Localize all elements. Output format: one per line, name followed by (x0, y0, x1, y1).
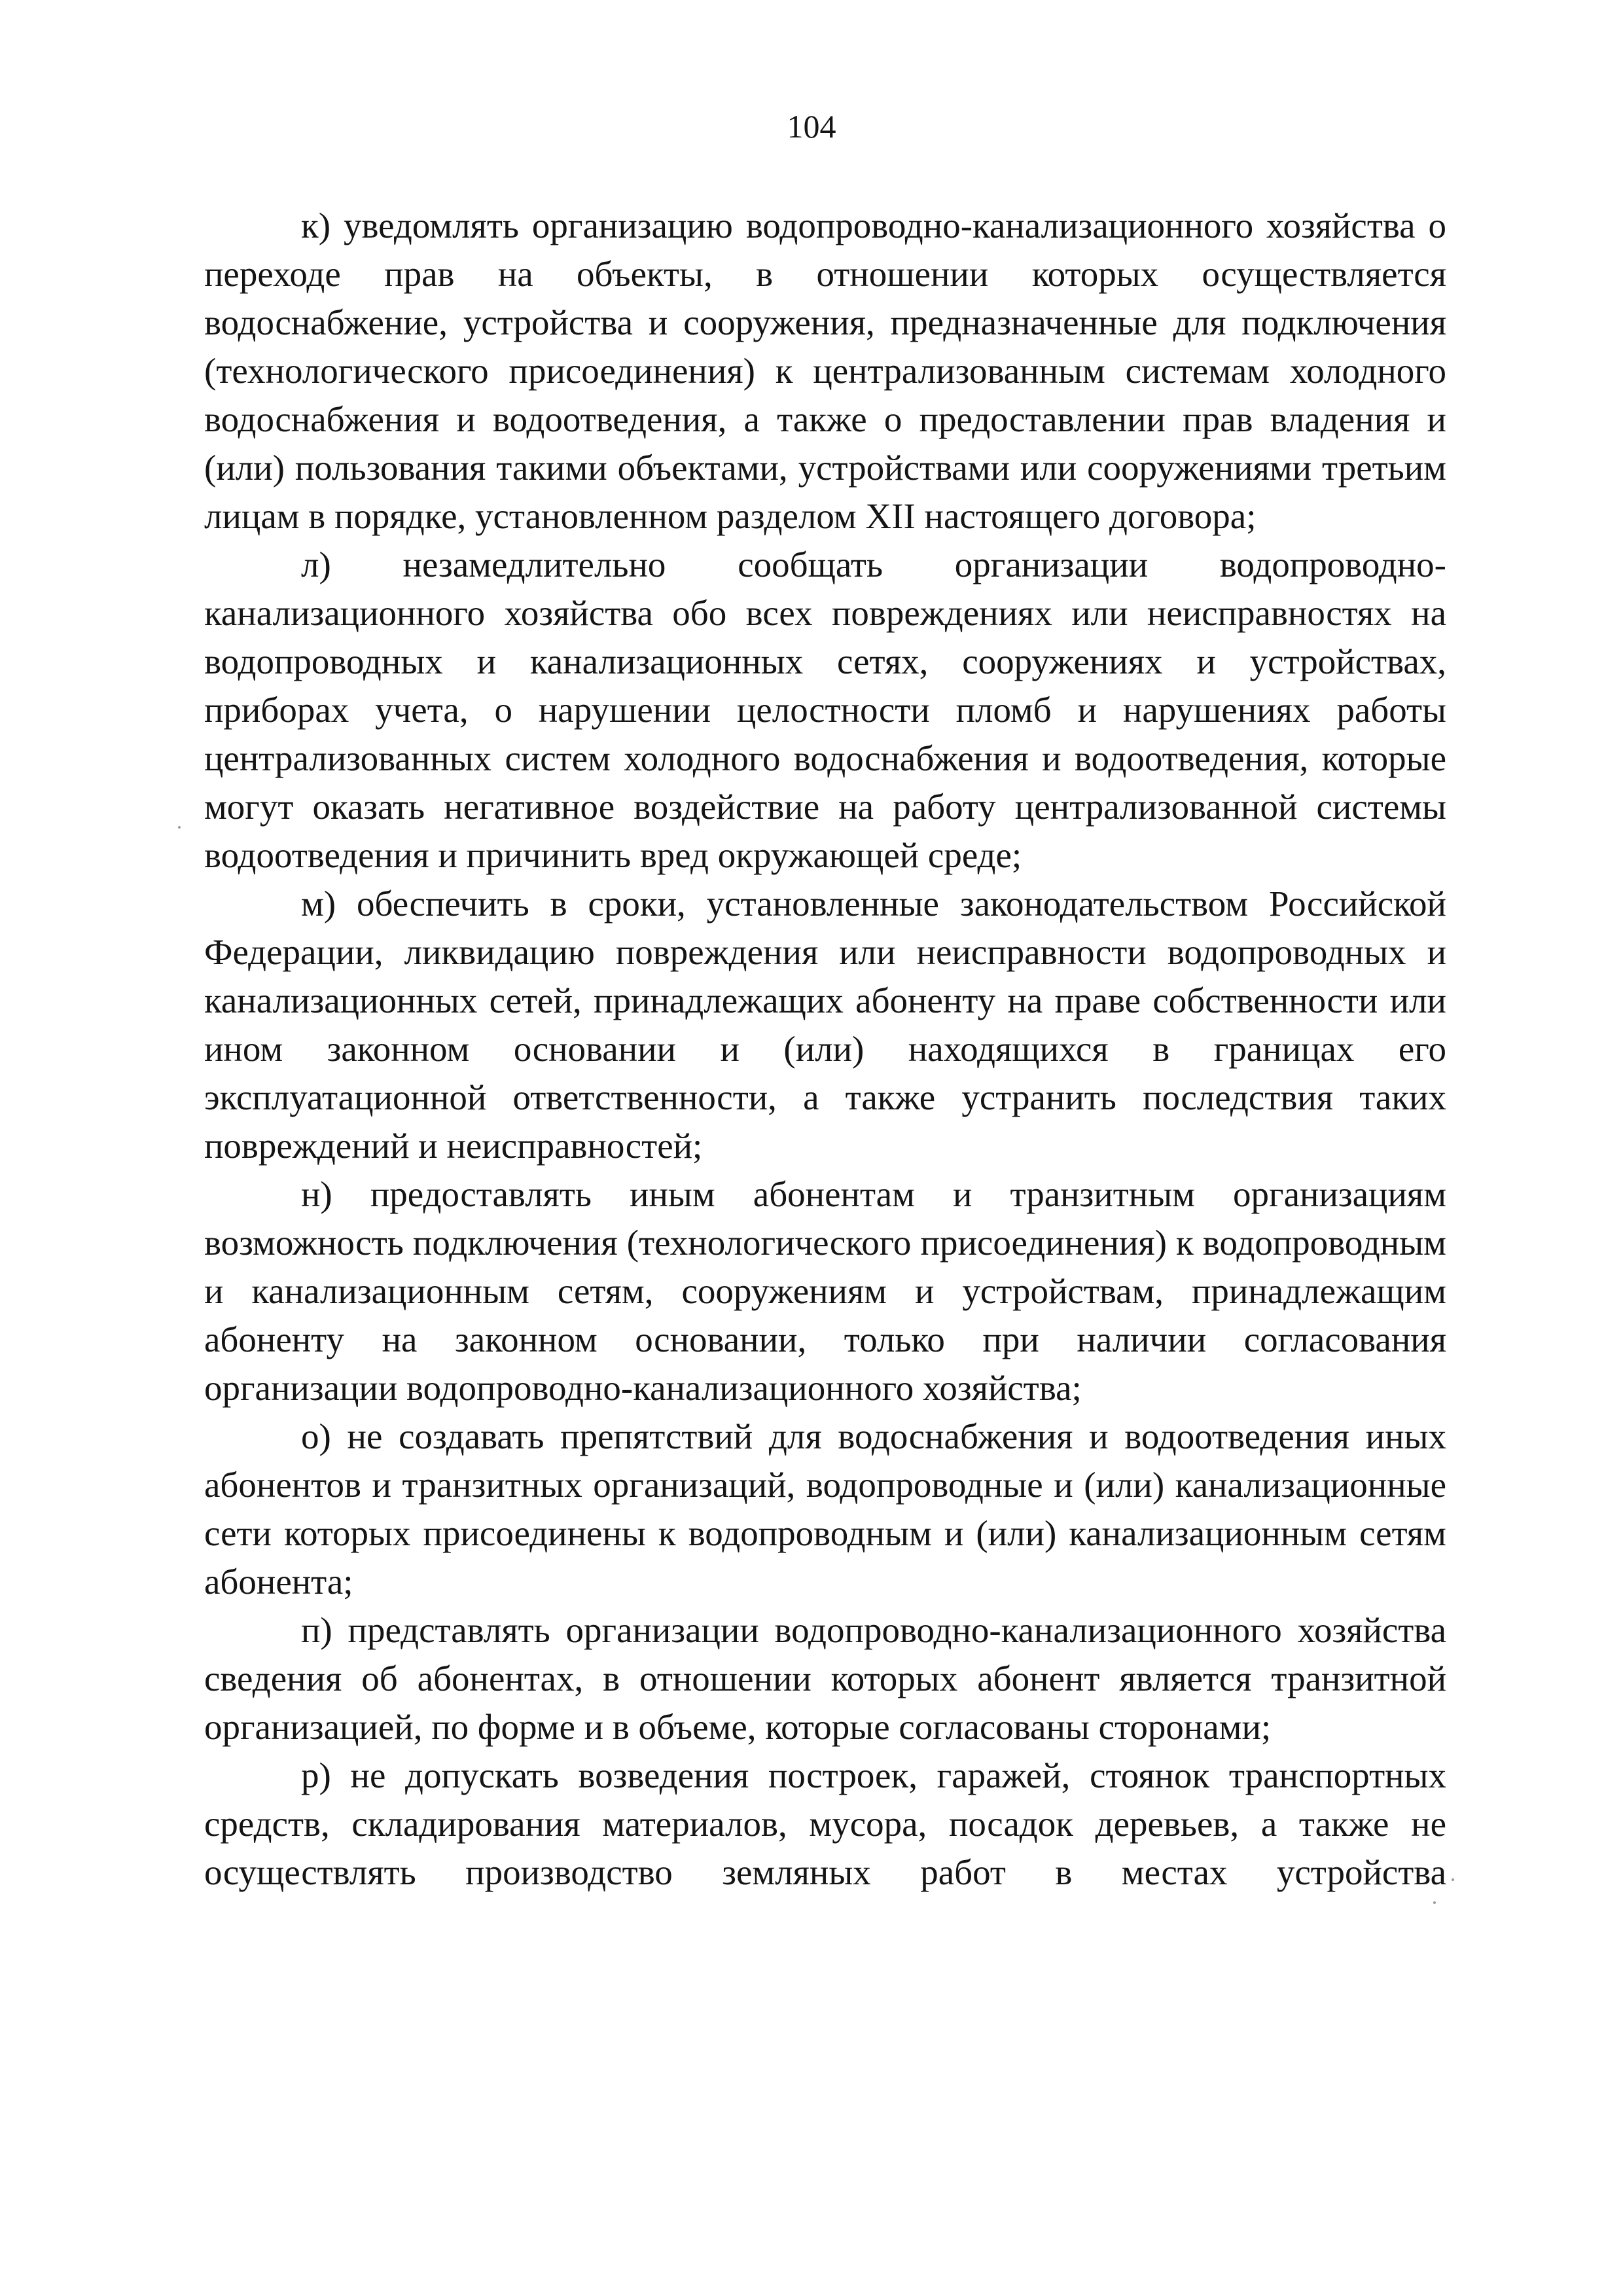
paragraph-m: м) обеспечить в сроки, установленные законодательством Российской Федерации, ликвидацию повреждения или неисправности водопроводных и канализационных сетей, принадлежащих абоненту на праве собственности или ином законном основании и (или) находящихся в границах его эксплуатационной ответственности, а также устранить последствия таких повреждений и неисправностей; (204, 884, 1446, 1166)
paragraph-p: п) представлять организации водопроводно-канализационного хозяйства сведения об абонентах, в отношении которых абонент является транзитной организацией, по форме и в объеме, которые согласованы сторонами; (204, 1610, 1446, 1747)
scan-speck (178, 826, 181, 829)
document-body (204, 202, 1446, 1897)
paragraph-k: к) уведомлять организацию водопроводно-канализационного хозяйства о переходе прав на объекты, в отношении которых осуществляется водоснабжение, устройства и сооружения, предназначенные для подключения (технологического присоединения) к централизованным системам холодного водоснабжения и водоотведения, а также о предоставлении прав владения и (или) пользования такими объектами, устройствами или сооружениями третьим лицам в порядке, установленном разделом XII настоящего договора; (204, 206, 1446, 536)
paragraph-l: л) незамедлительно сообщать организации водопроводно-канализационного хозяйства обо всех повреждениях или неисправностях на водопроводных и канализационных сетях, сооружениях и устройствах, приборах учета, о нарушении целостности пломб и нарушениях работы централизованных систем холодного водоснабжения и водоотведения, которые могут оказать негативное воздействие на работу централизованной системы водоотведения и причинить вред окружающей среде; (204, 545, 1446, 875)
scan-speck (1452, 1878, 1454, 1881)
scan-speck (1433, 1901, 1436, 1904)
paragraph-r: р) не допускать возведения построек, гаражей, стоянок транспортных средств, складирования материалов, мусора, посадок деревьев, а также не осуществлять производство земляных работ в местах устройства (204, 1755, 1446, 1892)
paragraph-n: н) предоставлять иным абонентам и транзитным организациям возможность подключения (технологического присоединения) к водопроводным и канализационным сетям, сооружениям и устройствам, принадлежащим абоненту на законном основании, только при наличии согласования организации водопроводно-канализационного хозяйства; (204, 1174, 1446, 1408)
page-number: 104 (787, 108, 836, 145)
paragraph-o: о) не создавать препятствий для водоснабжения и водоотведения иных абонентов и транзитных организаций, водопроводные и (или) канализационные сети которых присоединены к водопроводным и (или) канализационным сетям абонента; (204, 1416, 1446, 1602)
